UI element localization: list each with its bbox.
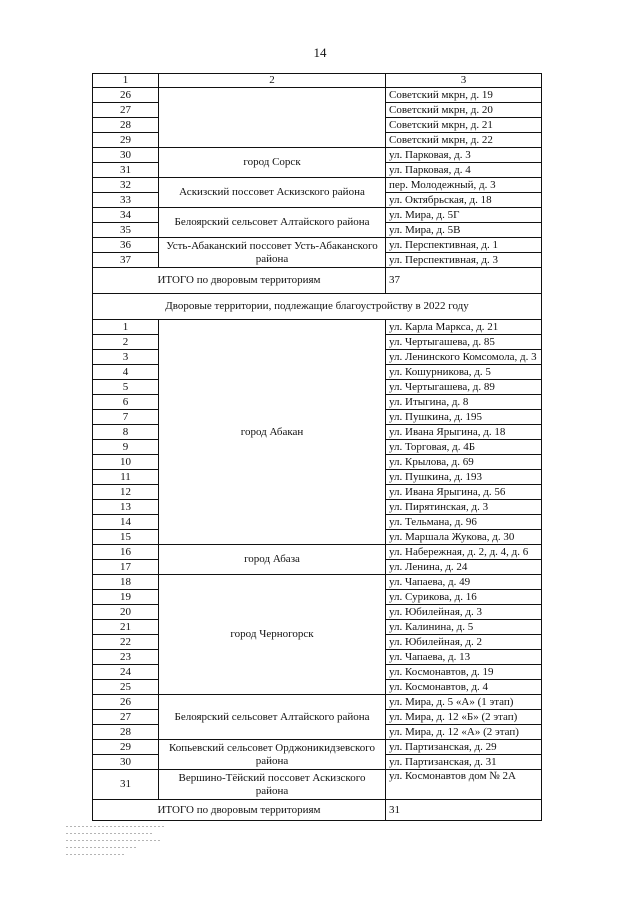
- row-number: 8: [93, 425, 159, 440]
- address-cell: пер. Молодежный, д. 3: [386, 178, 542, 193]
- row-number: 29: [93, 133, 159, 148]
- row-number: 18: [93, 575, 159, 590]
- row-number: 15: [93, 530, 159, 545]
- row-number: 16: [93, 545, 159, 560]
- table-row: [93, 545, 542, 560]
- header-col-3: 3: [386, 74, 542, 88]
- table-row: [93, 770, 542, 800]
- address-cell: ул. Крылова, д. 69: [386, 455, 542, 470]
- address-cell: Советский мкрн, д. 20: [386, 103, 542, 118]
- municipality-cell: Белоярский сельсовет Алтайского района: [159, 208, 386, 238]
- row-number: 25: [93, 680, 159, 695]
- address-cell: ул. Чертыгашева, д. 85: [386, 335, 542, 350]
- yard-territories-table: [92, 73, 542, 821]
- header-row: [93, 74, 542, 88]
- municipality-cell: Усть-Абаканский поссовет Усть-Абаканского района: [159, 238, 386, 268]
- row-number: 35: [93, 223, 159, 238]
- table-row: [93, 238, 542, 253]
- address-cell: ул. Мира, д. 5В: [386, 223, 542, 238]
- address-cell: ул. Тельмана, д. 96: [386, 515, 542, 530]
- row-number: 9: [93, 440, 159, 455]
- total-value: 37: [386, 268, 542, 294]
- row-number: 24: [93, 665, 159, 680]
- address-cell: ул. Космонавтов дом № 2А: [386, 770, 542, 800]
- address-cell: ул. Парковая, д. 4: [386, 163, 542, 178]
- address-cell: ул. Мира, д. 5 «А» (1 этап): [386, 695, 542, 710]
- table-row: [93, 740, 542, 755]
- row-number: 31: [93, 770, 159, 800]
- row-number: 1: [93, 320, 159, 335]
- total-label: ИТОГО по дворовым территориям: [93, 268, 386, 294]
- address-cell: ул. Перспективная, д. 1: [386, 238, 542, 253]
- address-cell: ул. Парковая, д. 3: [386, 148, 542, 163]
- row-number: 11: [93, 470, 159, 485]
- row-number: 26: [93, 88, 159, 103]
- row-number: 28: [93, 725, 159, 740]
- row-number: 21: [93, 620, 159, 635]
- row-number: 27: [93, 710, 159, 725]
- address-cell: ул. Пушкина, д. 195: [386, 410, 542, 425]
- row-number: 10: [93, 455, 159, 470]
- address-cell: ул. Партизанская, д. 31: [386, 755, 542, 770]
- header-col-1: 1: [93, 74, 159, 88]
- address-cell: ул. Партизанская, д. 29: [386, 740, 542, 755]
- address-cell: ул. Чертыгашева, д. 89: [386, 380, 542, 395]
- row-number: 5: [93, 380, 159, 395]
- table-row: [93, 148, 542, 163]
- municipality-cell: Копьевский сельсовет Орджоникидзевского района: [159, 740, 386, 770]
- address-cell: ул. Октябрьская, д. 18: [386, 193, 542, 208]
- municipality-cell: город Абакан: [159, 320, 386, 545]
- row-number: 37: [93, 253, 159, 268]
- row-number: 31: [93, 163, 159, 178]
- address-cell: ул. Итыгина, д. 8: [386, 395, 542, 410]
- row-number: 3: [93, 350, 159, 365]
- row-number: 2: [93, 335, 159, 350]
- table-row: [93, 575, 542, 590]
- address-cell: ул. Чапаева, д. 13: [386, 650, 542, 665]
- address-cell: ул. Космонавтов, д. 19: [386, 665, 542, 680]
- row-number: 20: [93, 605, 159, 620]
- address-cell: ул. Мира, д. 5Г: [386, 208, 542, 223]
- total-label: ИТОГО по дворовым территориям: [93, 800, 386, 821]
- page-number: 14: [313, 45, 327, 60]
- municipality-cell: Вершино-Тёйский поссовет Аскизского района: [159, 770, 386, 800]
- address-cell: Советский мкрн, д. 19: [386, 88, 542, 103]
- address-cell: Советский мкрн, д. 21: [386, 118, 542, 133]
- municipality-cell: [159, 88, 386, 148]
- address-cell: ул. Мира, д. 12 «А» (2 этап): [386, 725, 542, 740]
- total-row: [93, 800, 542, 821]
- row-number: 19: [93, 590, 159, 605]
- address-cell: ул. Калинина, д. 5: [386, 620, 542, 635]
- address-cell: Советский мкрн, д. 22: [386, 133, 542, 148]
- row-number: 32: [93, 178, 159, 193]
- municipality-cell: Аскизский поссовет Аскизского района: [159, 178, 386, 208]
- address-cell: ул. Кошурникова, д. 5: [386, 365, 542, 380]
- address-cell: ул. Ленинского Комсомола, д. 3: [386, 350, 542, 365]
- address-cell: ул. Мира, д. 12 «Б» (2 этап): [386, 710, 542, 725]
- row-number: 7: [93, 410, 159, 425]
- section-title-row: [93, 294, 542, 320]
- table-row: [93, 208, 542, 223]
- row-number: 13: [93, 500, 159, 515]
- address-cell: ул. Пирятинская, д. 3: [386, 500, 542, 515]
- municipality-cell: город Абаза: [159, 545, 386, 575]
- row-number: 26: [93, 695, 159, 710]
- address-cell: ул. Карла Маркса, д. 21: [386, 320, 542, 335]
- row-number: 22: [93, 635, 159, 650]
- row-number: 34: [93, 208, 159, 223]
- address-cell: ул. Перспективная, д. 3: [386, 253, 542, 268]
- row-number: 30: [93, 148, 159, 163]
- municipality-cell: Белоярский сельсовет Алтайского района: [159, 695, 386, 740]
- table-row: [93, 178, 542, 193]
- row-number: 17: [93, 560, 159, 575]
- row-number: 27: [93, 103, 159, 118]
- address-cell: ул. Ивана Ярыгина, д. 56: [386, 485, 542, 500]
- row-number: 36: [93, 238, 159, 253]
- row-number: 14: [93, 515, 159, 530]
- header-col-2: 2: [159, 74, 386, 88]
- row-number: 33: [93, 193, 159, 208]
- address-cell: ул. Космонавтов, д. 4: [386, 680, 542, 695]
- row-number: 6: [93, 395, 159, 410]
- address-cell: ул. Маршала Жукова, д. 30: [386, 530, 542, 545]
- faint-stamp-mark: [66, 826, 176, 874]
- row-number: 23: [93, 650, 159, 665]
- section-title: Дворовые территории, подлежащие благоустройству в 2022 году: [93, 294, 542, 320]
- row-number: 4: [93, 365, 159, 380]
- table-row: [93, 695, 542, 710]
- municipality-cell: город Сорск: [159, 148, 386, 178]
- address-cell: ул. Юбилейная, д. 2: [386, 635, 542, 650]
- address-cell: ул. Набережная, д. 2, д. 4, д. 6: [386, 545, 542, 560]
- address-cell: ул. Торговая, д. 4Б: [386, 440, 542, 455]
- row-number: 30: [93, 755, 159, 770]
- address-cell: ул. Юбилейная, д. 3: [386, 605, 542, 620]
- table-row: [93, 320, 542, 335]
- address-cell: ул. Ивана Ярыгина, д. 18: [386, 425, 542, 440]
- municipality-cell: город Черногорск: [159, 575, 386, 695]
- address-cell: ул. Пушкина, д. 193: [386, 470, 542, 485]
- row-number: 29: [93, 740, 159, 755]
- address-cell: ул. Сурикова, д. 16: [386, 590, 542, 605]
- row-number: 28: [93, 118, 159, 133]
- address-cell: ул. Ленина, д. 24: [386, 560, 542, 575]
- row-number: 12: [93, 485, 159, 500]
- table-row: [93, 88, 542, 103]
- total-value: 31: [386, 800, 542, 821]
- address-cell: ул. Чапаева, д. 49: [386, 575, 542, 590]
- total-row: [93, 268, 542, 294]
